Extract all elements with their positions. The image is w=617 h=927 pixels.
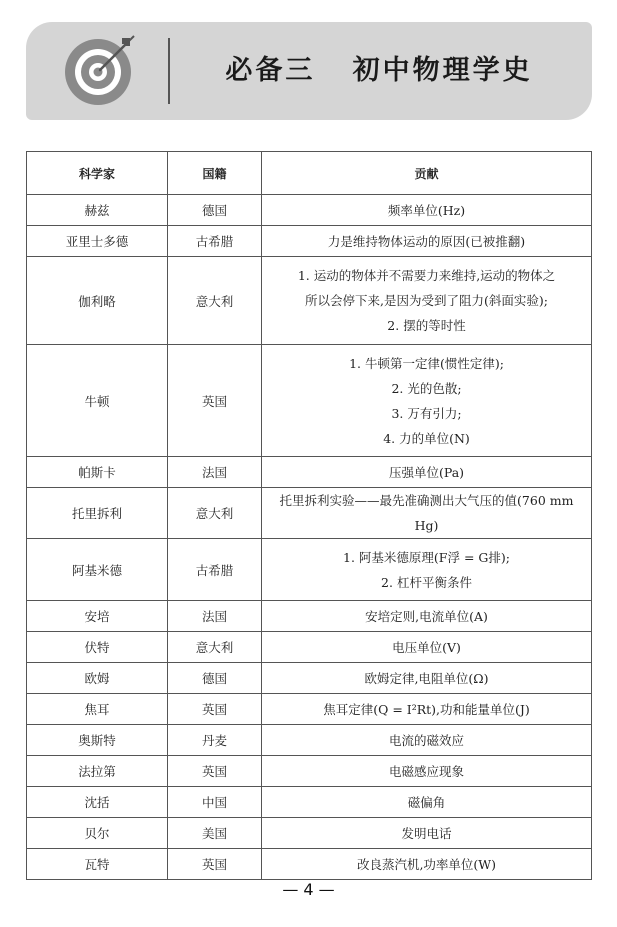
scientist-cell: 赫兹 [27,195,168,226]
table-row [27,663,592,694]
contribution-cell [262,849,592,880]
contribution-cell [262,601,592,632]
contribution-line: 2. 摆的等时性 [387,318,466,333]
nationality-cell: 法国 [168,601,262,632]
target-icon [64,34,136,106]
nationality-cell: 意大利 [168,257,262,345]
contribution-line: 托里拆利实验——最先准确测出大气压的值(760 mm Hg) [279,493,574,533]
scientist-cell: 亚里士多德 [27,226,168,257]
table-row [27,756,592,787]
column-header-scientist: 科学家 [27,152,168,195]
scientist-cell: 安培 [27,601,168,632]
table-row [27,488,592,539]
scientist-cell: 伏特 [27,632,168,663]
contribution-line: 欧姆定律,电阻单位(Ω) [364,670,489,686]
nationality-cell: 英国 [168,756,262,787]
contribution-cell [262,539,592,601]
scientist-cell: 沈括 [27,787,168,818]
contribution-cell [262,345,592,457]
scientist-cell: 阿基米德 [27,539,168,601]
contribution-line: 2. 杠杆平衡条件 [381,574,472,590]
table-row [27,725,592,756]
contribution-cell [262,818,592,849]
contribution-line: 安培定则,电流单位(A) [365,608,488,624]
contribution-line: 发明电话 [401,825,452,841]
scientist-cell: 欧姆 [27,663,168,694]
scientist-cell: 贝尔 [27,818,168,849]
page-title: 必备三 初中物理学史 [225,55,533,86]
contribution-line: 3. 万有引力; [391,405,462,421]
page-number: — 4 — [282,880,335,899]
table-row [27,195,592,226]
nationality-cell: 意大利 [168,632,262,663]
table-row [27,457,592,488]
contribution-line: 力是维持物体运动的原因(已被推翻) [327,233,526,249]
nationality-cell: 德国 [168,195,262,226]
scientist-cell: 牛顿 [27,345,168,457]
nationality-cell: 英国 [168,345,262,457]
contribution-line: 2. 光的色散; [391,380,462,396]
contribution-line: 4. 力的单位(N) [383,430,470,446]
nationality-cell: 英国 [168,849,262,880]
contribution-line: 1. 阿基米德原理(F浮 = G排); [343,549,510,565]
contribution-cell [262,632,592,663]
table-row [27,257,592,345]
contribution-cell [262,226,592,257]
scientist-cell: 伽利略 [27,257,168,345]
contribution-line: 改良蒸汽机,功率单位(W) [356,856,497,872]
contribution-cell [262,257,592,345]
nationality-cell: 中国 [168,787,262,818]
scientist-cell: 瓦特 [27,849,168,880]
scientist-cell: 帕斯卡 [27,457,168,488]
contribution-cell [262,457,592,488]
table-row [27,694,592,725]
scientist-cell: 托里拆利 [27,488,168,539]
table-header-row [27,152,592,195]
contribution-line: 电流的磁效应 [388,732,464,748]
header-banner [26,22,592,120]
nationality-cell: 丹麦 [168,725,262,756]
nationality-cell: 美国 [168,818,262,849]
contribution-line: 压强单位(Pa) [388,464,465,480]
table-row [27,226,592,257]
nationality-cell: 意大利 [168,488,262,539]
contribution-cell [262,195,592,226]
table-row [27,787,592,818]
nationality-cell: 古希腊 [168,226,262,257]
contribution-cell [262,694,592,725]
nationality-cell: 德国 [168,663,262,694]
column-header-contribution: 贡献 [262,152,592,195]
header-divider [168,38,170,104]
contribution-line: 频率单位(Hz) [387,202,466,218]
nationality-cell: 古希腊 [168,539,262,601]
contribution-cell [262,725,592,756]
scientist-cell: 焦耳 [27,694,168,725]
table-row [27,632,592,663]
nationality-cell: 法国 [168,457,262,488]
contribution-line: 1. 运动的物体并不需要力来维持,运动的物体之 [297,268,556,283]
contribution-cell [262,663,592,694]
contribution-line: 磁偏角 [407,794,446,810]
contribution-line: 电压单位(V) [392,639,461,655]
table-row [27,345,592,457]
table-row [27,818,592,849]
table-row [27,539,592,601]
contribution-cell [262,488,592,539]
table-row [27,601,592,632]
scientist-cell: 法拉第 [27,756,168,787]
contribution-cell [262,756,592,787]
contribution-line: 1. 牛顿第一定律(惯性定律); [349,355,504,371]
contribution-cell [262,787,592,818]
contribution-line: 焦耳定律(Q = I²Rt),功和能量单位(J) [323,701,530,717]
contribution-line: 所以会停下来,是因为受到了阻力(斜面实验); [305,293,548,308]
nationality-cell: 英国 [168,694,262,725]
contribution-line: 电磁感应现象 [388,763,464,779]
physics-history-table [26,151,592,880]
scientist-cell: 奥斯特 [27,725,168,756]
table-row [27,849,592,880]
column-header-nationality: 国籍 [168,152,262,195]
